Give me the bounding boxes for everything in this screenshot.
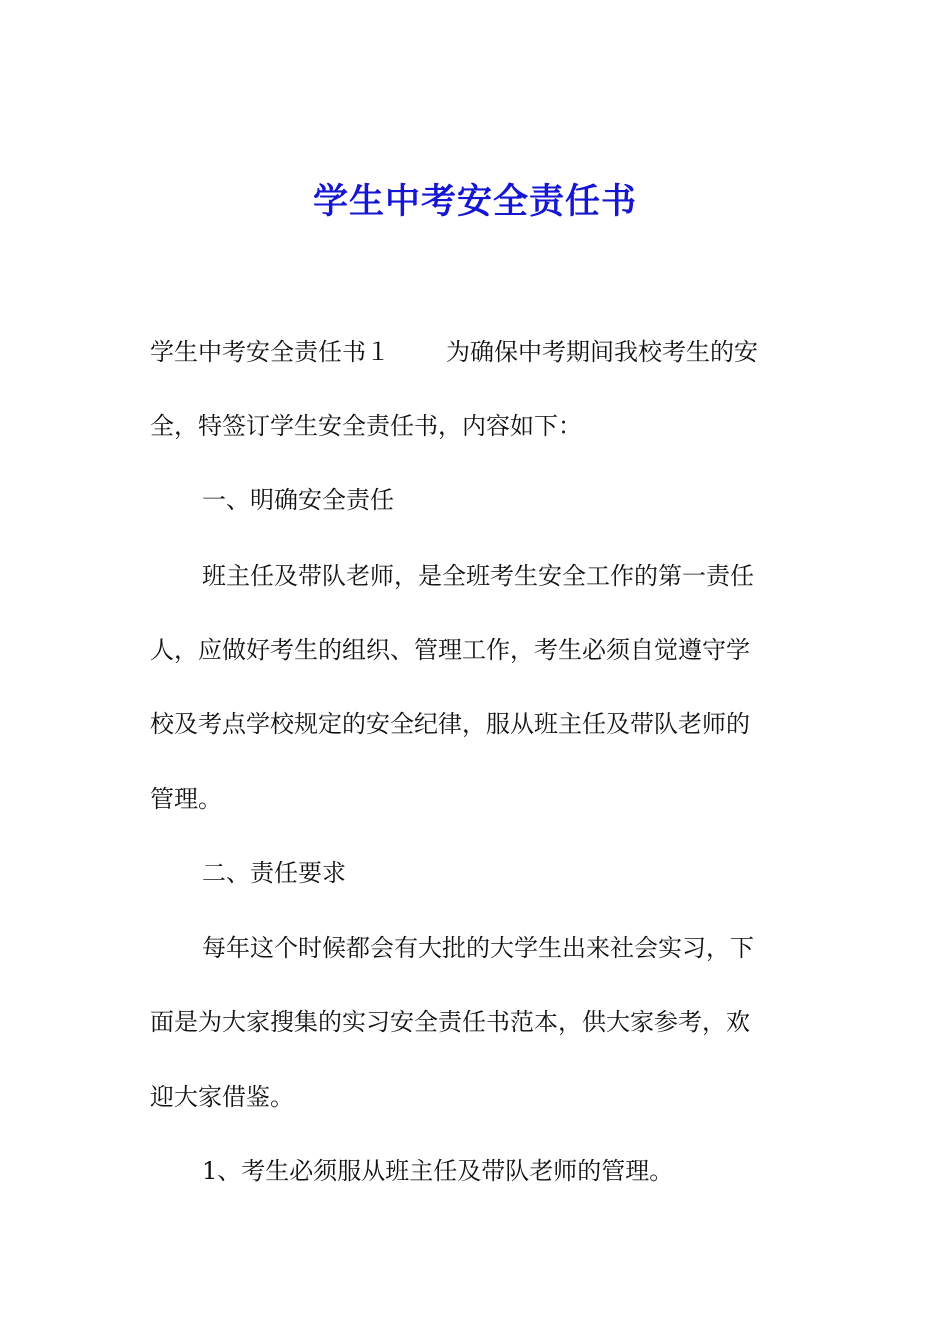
paragraph-line-7: 管理。	[150, 785, 222, 813]
section-heading-1: 一、明确安全责任	[202, 486, 394, 514]
paragraph-line-11: 迎大家借鉴。	[150, 1083, 294, 1111]
paragraph-line-5: 人，应做好考生的组织、管理工作，考生必须自觉遵守学	[150, 636, 750, 664]
paragraph-line-6: 校及考点学校规定的安全纪律，服从班主任及带队老师的	[150, 710, 750, 738]
section-heading-inline: 学生中考安全责任书１	[150, 338, 390, 366]
paragraph-line-10: 面是为大家搜集的实习安全责任书范本，供大家参考，欢	[150, 1008, 750, 1036]
list-item-1: 1、考生必须服从班主任及带队老师的管理。	[202, 1157, 674, 1185]
document-title: 学生中考安全责任书	[312, 182, 637, 222]
paragraph-text: 为确保中考期间我校考生的安	[446, 338, 758, 366]
paragraph-line-2: 全，特签订学生安全责任书，内容如下：	[150, 412, 582, 440]
paragraph-line-1	[150, 332, 800, 372]
paragraph-line-9: 每年这个时候都会有大批的大学生出来社会实习，下	[202, 934, 754, 962]
paragraph-line-4: 班主任及带队老师，是全班考生安全工作的第一责任	[202, 562, 754, 590]
section-heading-2: 二、责任要求	[202, 859, 346, 887]
